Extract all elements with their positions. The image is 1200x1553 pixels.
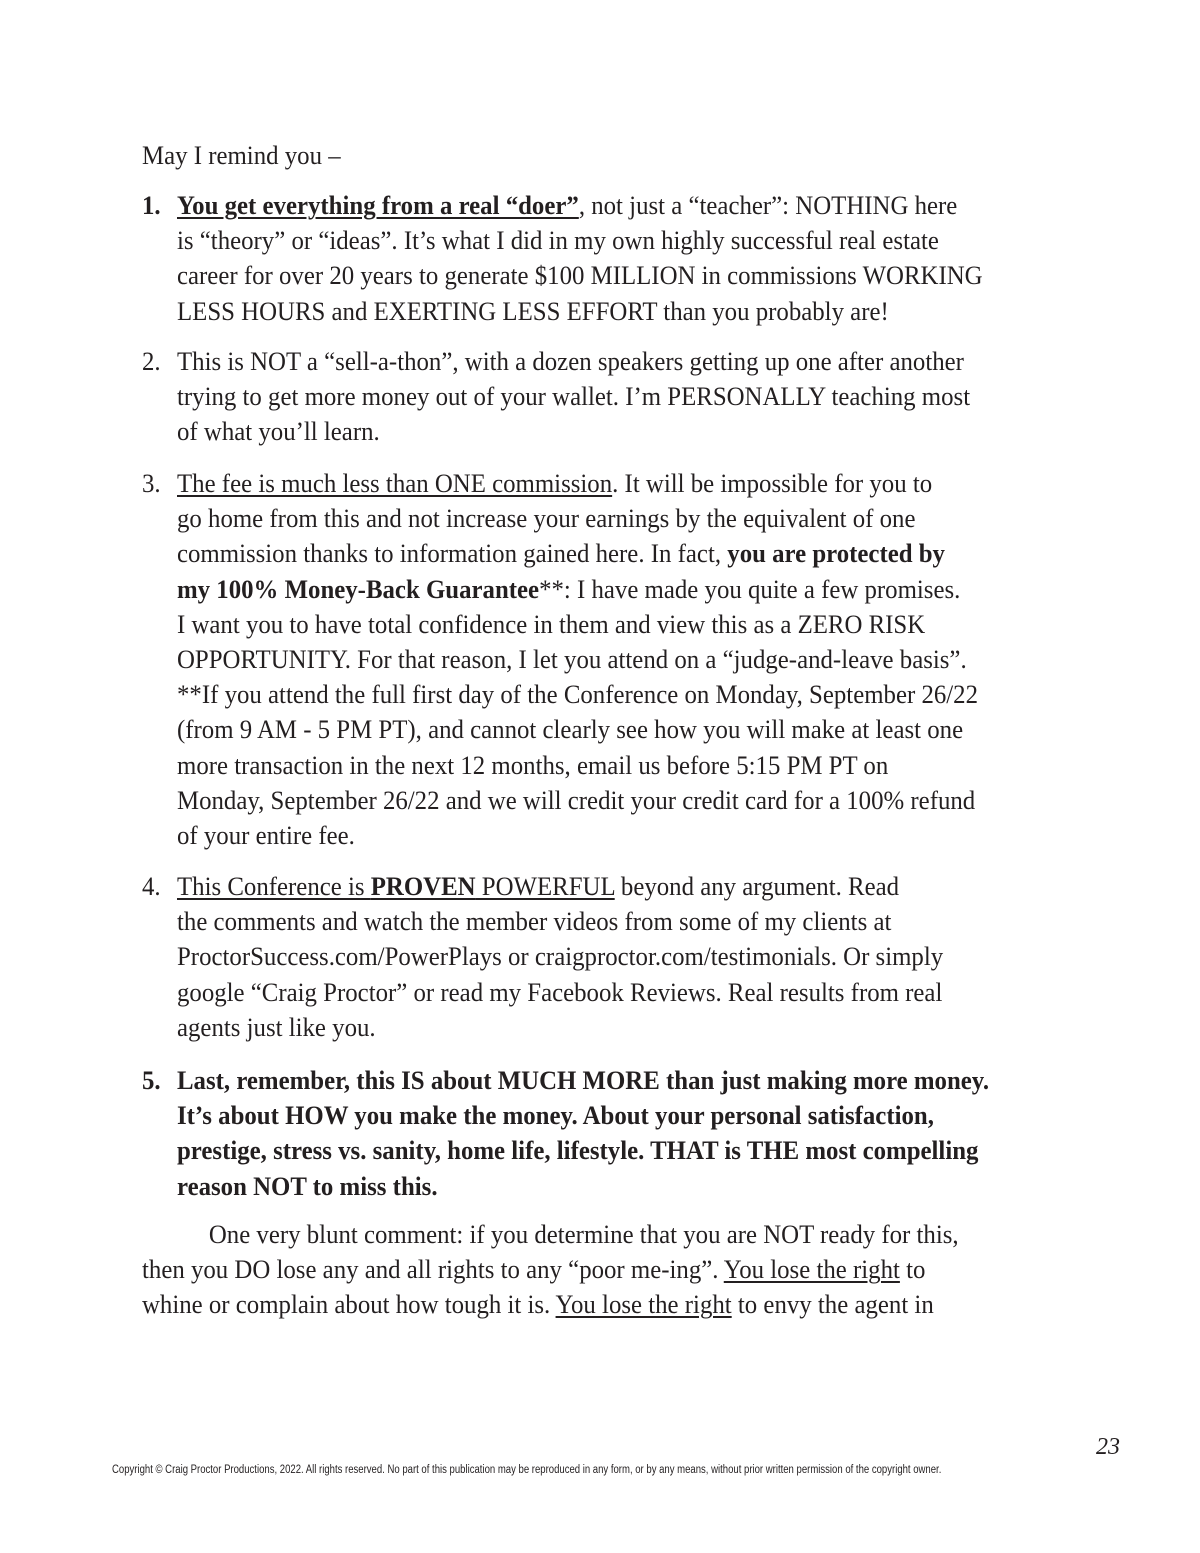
list-number: 2. (142, 347, 161, 376)
text-run: the comments and watch the member videos from some of my clients at (177, 907, 892, 937)
text-run: You get everything from a real “doer” (177, 191, 579, 220)
text-run: you are protected by (727, 539, 945, 569)
text-line (177, 904, 943, 939)
text-run: to envy the agent in (731, 1290, 934, 1320)
text-line (177, 344, 970, 379)
text-line (177, 536, 978, 571)
text-line (177, 379, 970, 414)
list-item-body (177, 869, 979, 1045)
text-run: my 100% Money-Back Guarantee (177, 574, 540, 604)
text-run: LESS HOURS and EXERTING LESS EFFORT than you probably are! (177, 296, 889, 326)
text-run: The fee is much less than ONE commission (177, 469, 613, 498)
text-run: , not just a “teacher”: NOTHING here (578, 191, 958, 220)
text-run: PROVEN (370, 872, 476, 901)
intro-text: May I remind you – (142, 141, 341, 170)
text-run: OPPORTUNITY. For that reason, I let you attend on a “judge-and-leave basis”. (177, 644, 967, 674)
text-line (177, 466, 978, 501)
text-line (177, 712, 978, 747)
text-line (142, 1217, 959, 1252)
text-run: (from 9 AM - 5 PM PT), and cannot clearly see how you will make at least one (177, 715, 964, 745)
list-number: 5. (142, 1066, 161, 1095)
text-line (177, 572, 978, 607)
text-run: . It will be impossible for you to (612, 469, 933, 498)
text-line (142, 1287, 959, 1322)
text-line (177, 294, 983, 329)
text-line (177, 501, 978, 536)
text-run: of what you’ll learn. (177, 417, 380, 447)
text-run: to (899, 1255, 926, 1285)
text-run: then you DO lose any and all rights to any “poor me-ing”. (142, 1255, 724, 1285)
text-run: This Conference is (177, 872, 371, 901)
list-number: 4. (142, 872, 161, 901)
text-run: of your entire fee. (177, 820, 355, 850)
text-line (177, 414, 970, 449)
text-run: career for over 20 years to generate $100 MILLION in commissions WORKING (177, 261, 983, 291)
text-line (177, 1133, 989, 1168)
text-line (177, 677, 978, 712)
list-item-body (177, 188, 1021, 329)
text-line (177, 1169, 989, 1204)
text-run: whine or complain about how tough it is. (142, 1290, 556, 1320)
text-line (177, 1063, 989, 1098)
text-line (177, 818, 978, 853)
text-run: reason NOT to miss this. (177, 1171, 438, 1201)
text-line (177, 939, 943, 974)
text-line (177, 783, 978, 818)
text-run: beyond any argument. Read (614, 872, 900, 901)
closing-paragraph (142, 1217, 997, 1323)
text-line (177, 1098, 989, 1133)
text-run: prestige, stress vs. sanity, home life, lifestyle. THAT is THE most compelling (177, 1136, 979, 1166)
text-run: is “theory” or “ideas”. It’s what I did in my own highly successful real estate (177, 226, 939, 256)
list-item-body (177, 344, 1007, 450)
text-run: more transaction in the next 12 months, email us before 5:15 PM PT on (177, 750, 889, 780)
text-run: **: I have made you quite a few promises. (539, 574, 961, 604)
page-number: 23 (1096, 1434, 1120, 1460)
text-run: Monday, September 26/22 and we will credit your credit card for a 100% refund (177, 785, 976, 815)
list-item-body (177, 466, 1016, 853)
list-number: 1. (142, 191, 161, 220)
text-run: ProctorSuccess.com/PowerPlays or craigproctor.com/testimonials. Or simply (177, 942, 944, 972)
text-run: I want you to have total confidence in them and view this as a ZERO RISK (177, 609, 926, 639)
text-run: Last, remember, this IS about MUCH MORE than just making more money. (177, 1066, 990, 1095)
text-run: You lose the right (555, 1290, 732, 1320)
text-run: You lose the right (723, 1255, 900, 1285)
text-run: POWERFUL (475, 872, 615, 901)
text-line (177, 188, 983, 223)
text-line (177, 1010, 943, 1045)
text-line (177, 258, 983, 293)
text-line (177, 607, 978, 642)
list-item-body (177, 1063, 1027, 1204)
text-line (177, 748, 978, 783)
copyright-notice: Copyright © Craig Proctor Productions, 2022. All rights reserved. No part of this publication may be reproduced in any form, or by any means, without prior written permission of the copyright owner. (112, 1464, 942, 1476)
text-run: One very blunt comment: if you determine that you are NOT ready for this, (208, 1220, 959, 1249)
text-run: go home from this and not increase your earnings by the equivalent of one (177, 504, 916, 534)
text-run: commission thanks to information gained here. In fact, (177, 539, 728, 569)
text-line (177, 223, 983, 258)
text-run: This is NOT a “sell-a-thon”, with a dozen speakers getting up one after another (177, 347, 964, 376)
text-line (177, 869, 943, 904)
text-run: It’s about HOW you make the money. About your personal satisfaction, (177, 1101, 934, 1131)
text-line (142, 1252, 959, 1287)
text-line (177, 975, 943, 1010)
text-run: agents just like you. (177, 1012, 376, 1042)
text-line (177, 642, 978, 677)
text-run: trying to get more money out of your wallet. I’m PERSONALLY teaching most (177, 382, 971, 412)
list-number: 3. (142, 469, 161, 498)
text-run: **If you attend the full first day of the Conference on Monday, September 26/22 (177, 680, 979, 710)
text-run: google “Craig Proctor” or read my Facebook Reviews. Real results from real (177, 977, 943, 1007)
